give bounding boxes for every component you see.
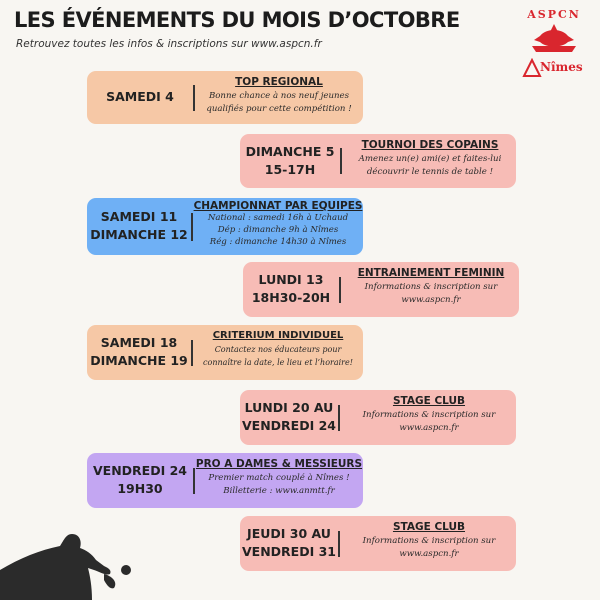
- player-silhouette-icon: [0, 510, 150, 600]
- event-card-criterium: [87, 325, 363, 380]
- logo-text: ASPCN: [527, 8, 581, 21]
- event-info: CRITERIUM INDIVIDUEL Contactez nos éducateurs pour connaître la date, le lieu et l’horaire!: [193, 330, 363, 369]
- event-info: STAGE CLUB Informations & inscription sur www.aspcn.fr: [342, 395, 516, 435]
- event-info: STAGE CLUB Informations & inscription sur www.aspcn.fr: [342, 521, 516, 561]
- event-title: STAGE CLUB: [392, 395, 466, 407]
- event-separator: [338, 531, 340, 557]
- event-date: DIMANCHE 5 15-17H: [245, 144, 335, 177]
- club-logo: [522, 8, 586, 84]
- event-separator: [338, 405, 340, 431]
- event-card-stage-club-1: [240, 390, 516, 445]
- event-info: ENTRAINEMENT FEMININ Informations & inscription sur www.aspcn.fr: [343, 267, 519, 307]
- event-title: STAGE CLUB: [392, 521, 466, 533]
- event-card-pro-a: [87, 453, 363, 508]
- crocodile-icon: [522, 22, 586, 62]
- logo-city: Nîmes: [540, 60, 583, 74]
- event-title: TOURNOI DES COPAINS: [361, 139, 499, 151]
- event-title: CHAMPIONNAT PAR EQUIPES: [193, 200, 363, 212]
- event-title: CRITERIUM INDIVIDUEL: [212, 330, 344, 341]
- event-card-championnat: [87, 198, 363, 255]
- page-subtitle: Retrouvez toutes les infos & inscriptions sur www.aspcn.fr: [16, 38, 322, 50]
- event-separator: [340, 148, 342, 174]
- event-date: SAMEDI 4: [106, 89, 174, 104]
- page-title: LES ÉVÉNEMENTS DU MOIS D’OCTOBRE: [14, 8, 460, 32]
- event-separator: [339, 277, 341, 303]
- event-title: PRO A DAMES & MESSIEURS: [195, 458, 363, 470]
- event-date: SAMEDI 18 DIMANCHE 19: [90, 335, 188, 368]
- event-date: LUNDI 13 18H30-20H: [251, 272, 331, 305]
- event-card-stage-club-2: [240, 516, 516, 571]
- event-info: TOP REGIONAL Bonne chance à nos neuf jeunes qualifiés pour cette compétition !: [195, 76, 363, 116]
- event-info: TOURNOI DES COPAINS Amenez un(e) ami(e) et faites-lui découvrir le tennis de table !: [344, 139, 516, 179]
- event-date: JEUDI 30 AU VENDREDI 31: [242, 526, 336, 559]
- event-date: SAMEDI 11 DIMANCHE 12: [90, 209, 188, 242]
- event-info: PRO A DAMES & MESSIEURS Premier match couplé à Nîmes ! Billetterie : www.anmtt.fr: [195, 458, 363, 496]
- event-date: VENDREDI 24 19H30: [93, 463, 187, 496]
- palm-icon: [522, 58, 542, 78]
- event-info: CHAMPIONNAT PAR EQUIPES National : samedi 16h à Uchaud Dép : dimanche 9h à Nîmes Rég : dimanche 14h30 à Nîmes: [193, 200, 363, 247]
- event-date: LUNDI 20 AU VENDREDI 24: [242, 400, 336, 433]
- event-title: ENTRAINEMENT FEMININ: [357, 267, 505, 279]
- event-card-top-regional: [87, 71, 363, 124]
- event-card-tournoi: [240, 134, 516, 188]
- event-title: TOP REGIONAL: [235, 76, 323, 88]
- event-card-entrainement: [243, 262, 519, 317]
